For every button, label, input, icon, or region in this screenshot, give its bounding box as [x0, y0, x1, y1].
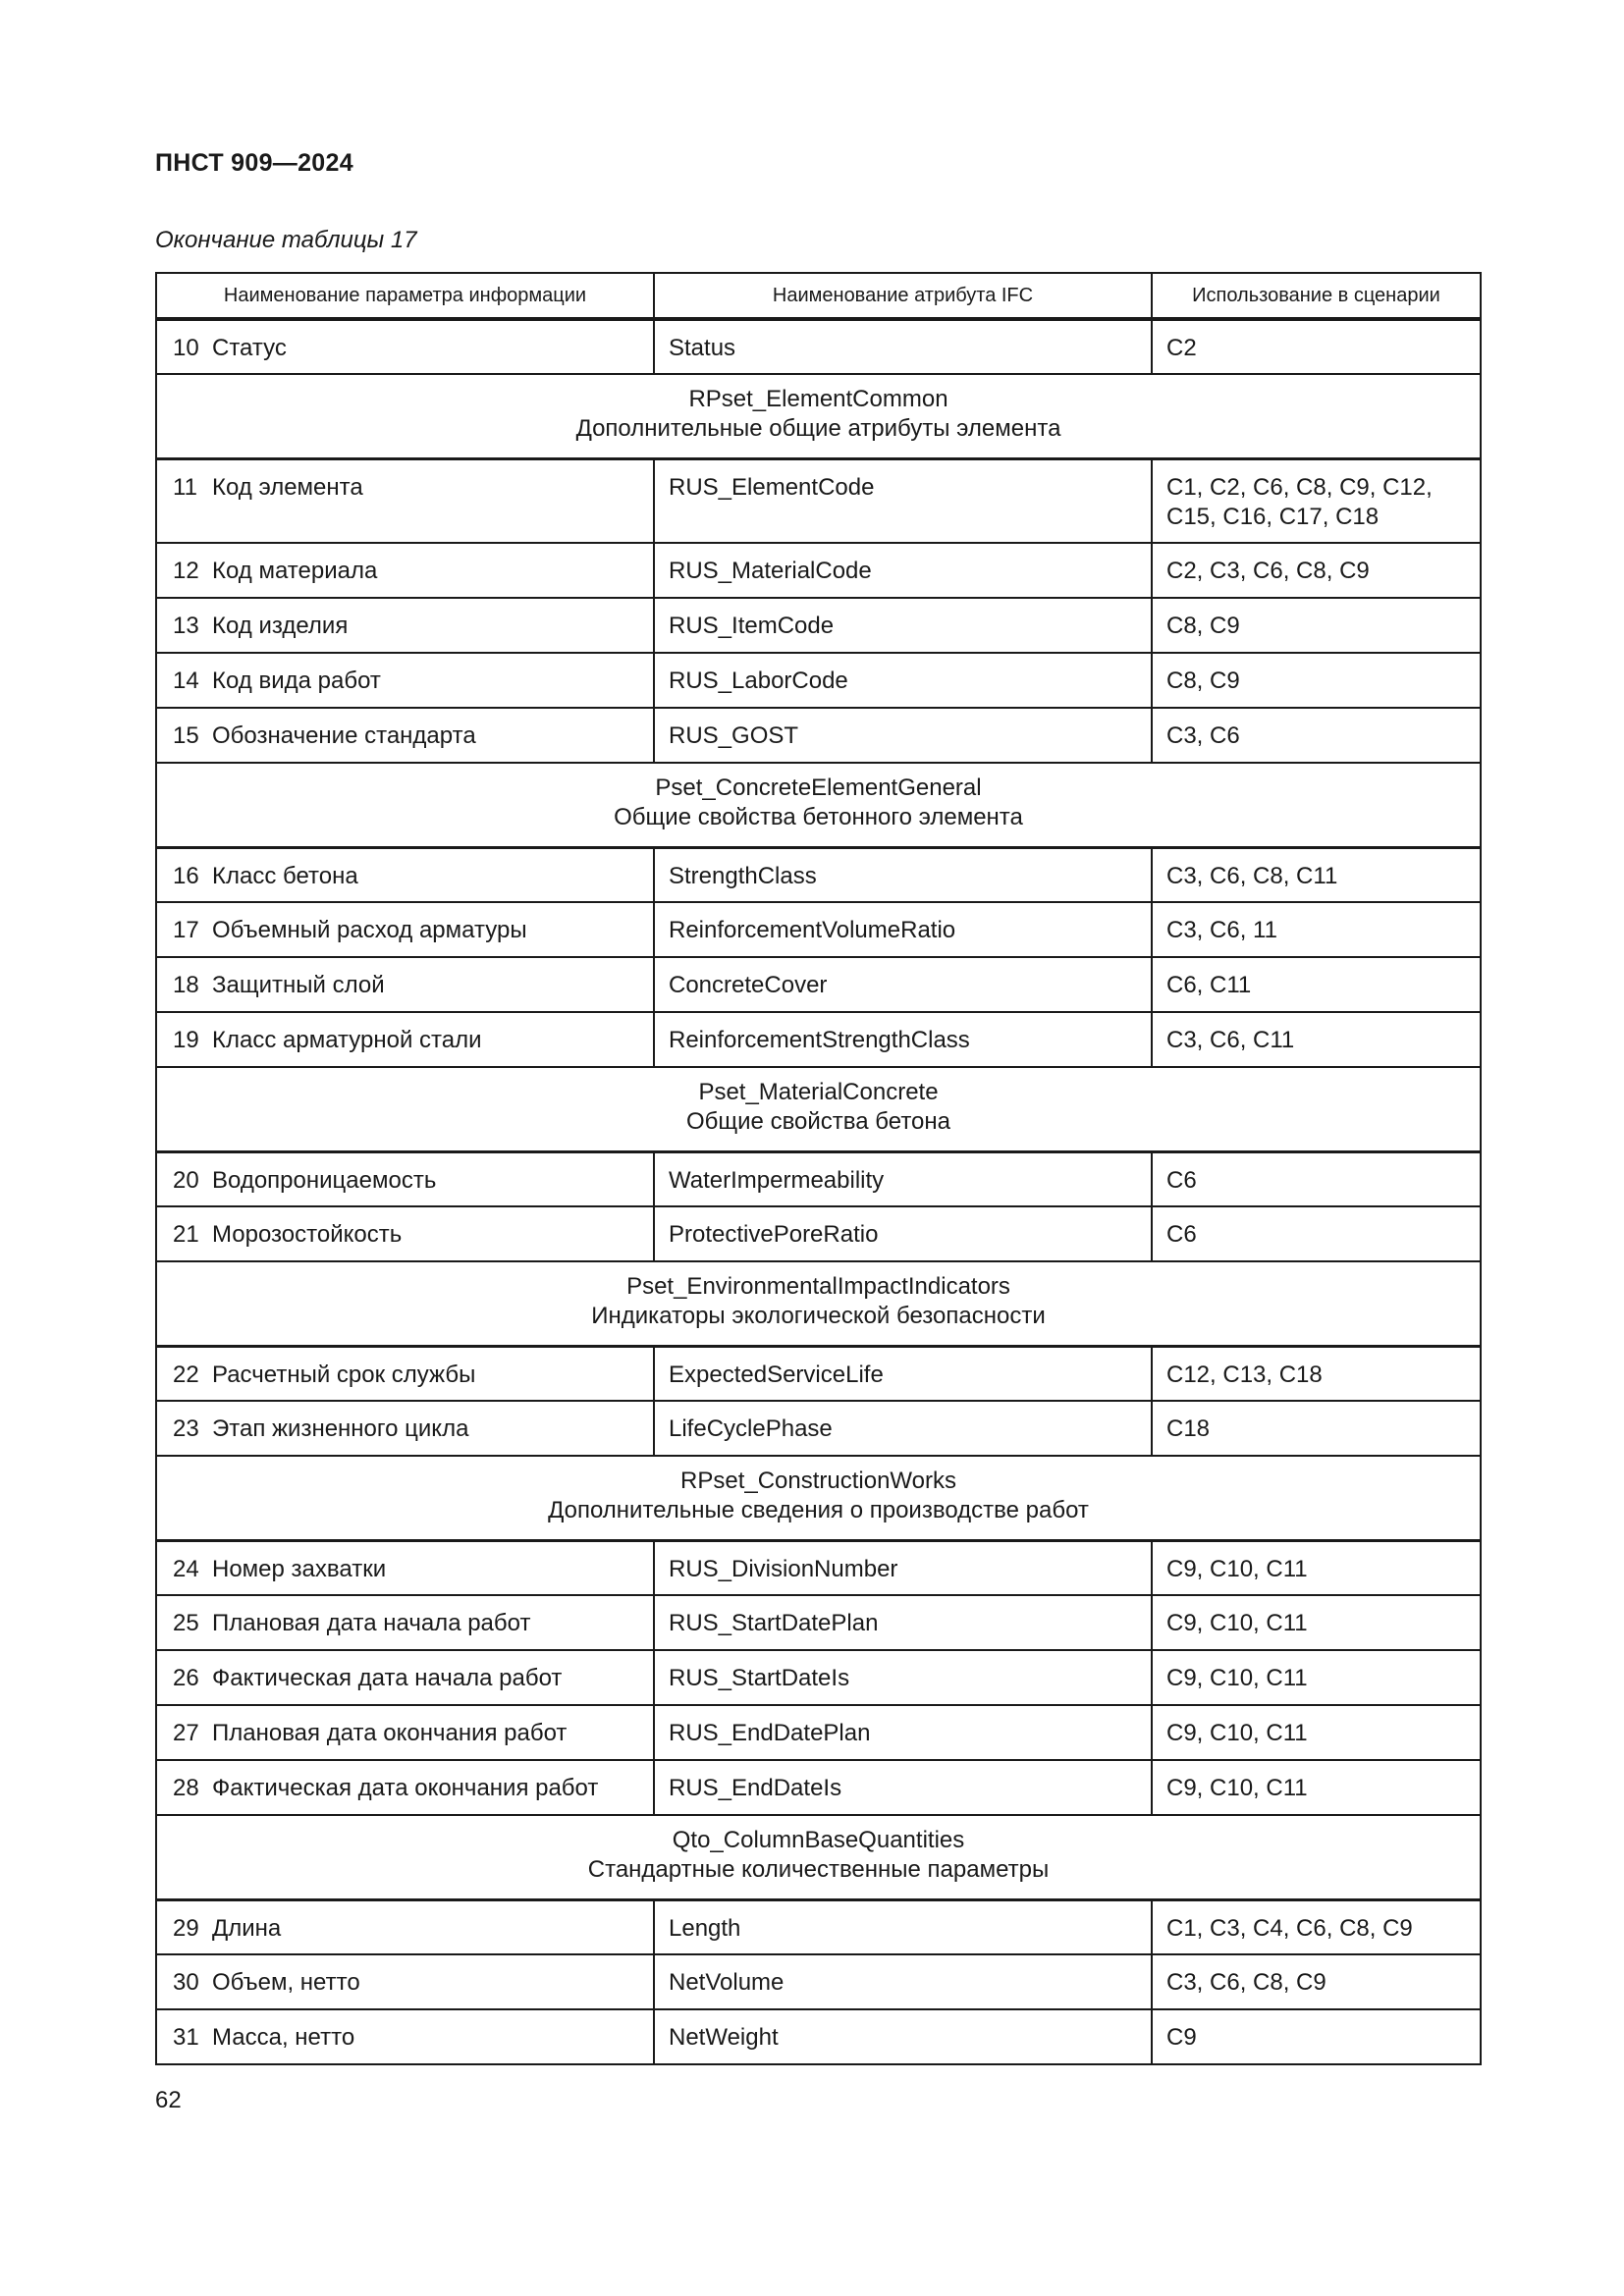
ifc-attribute-cell: RUS_GOST [654, 708, 1152, 763]
column-header-ifc-attribute: Наименование атрибута IFC [654, 273, 1152, 319]
ifc-attribute-cell: RUS_StartDateIs [654, 1650, 1152, 1705]
ifc-attribute-cell: WaterImpermeability [654, 1151, 1152, 1206]
row-number: 26 [173, 1665, 199, 1691]
table-row [156, 1760, 1481, 1815]
table-caption: Окончание таблицы 17 [155, 227, 417, 253]
scenario-usage-cell: С2 [1152, 319, 1481, 374]
table-row [156, 1012, 1481, 1067]
ifc-attribute-cell: ReinforcementStrengthClass [654, 1012, 1152, 1067]
table-row [156, 2009, 1481, 2064]
ifc-attribute-cell: RUS_EndDateIs [654, 1760, 1152, 1815]
group-heading [156, 1261, 1481, 1346]
table-row [156, 1595, 1481, 1650]
row-number: 31 [173, 2024, 199, 2051]
parameter-cell [156, 598, 654, 653]
table-row [156, 708, 1481, 763]
table-row [156, 458, 1481, 543]
parameter-name: Водопроницаемость [212, 1166, 437, 1194]
scenario-usage-cell: С9, С10, С11 [1152, 1650, 1481, 1705]
group-heading [156, 374, 1481, 458]
column-header-scenario-usage: Использование в сценарии [1152, 273, 1481, 319]
table-row [156, 319, 1481, 374]
scenario-usage-cell: С9, С10, С11 [1152, 1705, 1481, 1760]
table-row [156, 1650, 1481, 1705]
table-row [156, 1346, 1481, 1401]
row-number: 17 [173, 917, 199, 943]
parameter-name: Статус [212, 335, 287, 361]
parameter-name: Фактическая дата начала работ [212, 1665, 563, 1691]
scenario-usage-cell: С8, С9 [1152, 653, 1481, 708]
parameter-cell [156, 1595, 654, 1650]
ifc-attribute-cell: LifeCyclePhase [654, 1401, 1152, 1456]
parameter-name: Объемный расход арматуры [212, 917, 527, 943]
parameter-name: Обозначение стандарта [212, 722, 476, 749]
ifc-attribute-cell: Status [654, 319, 1152, 374]
scenario-usage-cell: С6, С11 [1152, 957, 1481, 1012]
parameter-name: Код материала [212, 558, 378, 584]
table-group-row [156, 1261, 1481, 1346]
ifc-attribute-cell: RUS_MaterialCode [654, 543, 1152, 598]
parameter-cell [156, 1760, 654, 1815]
scenario-usage-cell: С9, С10, С11 [1152, 1540, 1481, 1595]
parameter-cell [156, 1954, 654, 2009]
ifc-attribute-cell: StrengthClass [654, 847, 1152, 902]
row-number: 21 [173, 1221, 199, 1248]
group-subtitle: Дополнительные сведения о производстве работ [548, 1497, 1089, 1523]
document-code: ПНСТ 909—2024 [155, 149, 353, 177]
row-number: 19 [173, 1027, 199, 1053]
ifc-attribute-cell: RUS_StartDatePlan [654, 1595, 1152, 1650]
table-row [156, 1401, 1481, 1456]
table-row [156, 653, 1481, 708]
group-subtitle: Общие свойства бетона [685, 1108, 950, 1135]
table-row [156, 1899, 1481, 1954]
parameter-cell [156, 1899, 654, 1954]
parameter-name: Объем, нетто [212, 1969, 360, 1996]
scenario-usage-cell: С9, С10, С11 [1152, 1595, 1481, 1650]
table-group-row [156, 1456, 1481, 1540]
parameter-name: Код вида работ [212, 667, 381, 694]
table-group-row [156, 763, 1481, 847]
parameter-name: Класс бетона [212, 862, 358, 889]
table-row [156, 1705, 1481, 1760]
scenario-usage-cell: С18 [1152, 1401, 1481, 1456]
row-number: 29 [173, 1914, 199, 1942]
table-row [156, 598, 1481, 653]
scenario-usage-cell: С9, С10, С11 [1152, 1760, 1481, 1815]
row-number: 28 [173, 1775, 199, 1801]
row-number: 23 [173, 1415, 199, 1442]
ifc-attribute-cell: ConcreteCover [654, 957, 1152, 1012]
group-subtitle: Индикаторы экологической безопасности [591, 1303, 1046, 1329]
group-title: RPset_ElementCommon [688, 386, 948, 412]
parameter-name: Защитный слой [212, 972, 385, 998]
parameter-cell [156, 1012, 654, 1067]
group-heading [156, 1456, 1481, 1540]
parameter-name: Расчетный срок службы [212, 1361, 476, 1388]
ifc-attribute-cell: RUS_ElementCode [654, 458, 1152, 543]
table-row [156, 902, 1481, 957]
parameter-cell [156, 2009, 654, 2064]
ifc-attribute-cell: RUS_ItemCode [654, 598, 1152, 653]
table-group-row [156, 1067, 1481, 1151]
parameter-name: Плановая дата начала работ [212, 1610, 531, 1636]
group-title: Pset_ConcreteElementGeneral [655, 774, 982, 801]
scenario-usage-cell: С1, С2, С6, С8, С9, С12, С15, С16, С17, С18 [1152, 458, 1481, 543]
parameter-cell [156, 1401, 654, 1456]
group-title: RPset_ConstructionWorks [680, 1468, 956, 1494]
parameter-cell [156, 1346, 654, 1401]
row-number: 24 [173, 1555, 199, 1582]
group-subtitle: Дополнительные общие атрибуты элемента [575, 415, 1061, 442]
table-row [156, 1206, 1481, 1261]
table-group-row [156, 1815, 1481, 1899]
column-header-parameter: Наименование параметра информации [156, 273, 654, 319]
group-subtitle: Общие свойства бетонного элемента [614, 804, 1023, 830]
ifc-attribute-cell: ExpectedServiceLife [654, 1346, 1152, 1401]
row-number: 14 [173, 667, 199, 694]
parameter-cell [156, 653, 654, 708]
parameter-cell [156, 1650, 654, 1705]
ifc-attribute-cell: Length [654, 1899, 1152, 1954]
parameter-cell [156, 543, 654, 598]
scenario-usage-cell: С2, С3, С6, С8, С9 [1152, 543, 1481, 598]
group-subtitle: Стандартные количественные параметры [587, 1856, 1050, 1883]
parameter-cell [156, 1151, 654, 1206]
scenario-usage-cell: С3, С6, 11 [1152, 902, 1481, 957]
row-number: 10 [173, 335, 199, 361]
parameter-cell [156, 458, 654, 543]
parameter-name: Код элемента [212, 473, 363, 501]
ifc-attribute-cell: NetVolume [654, 1954, 1152, 2009]
scenario-usage-cell: С12, С13, С18 [1152, 1346, 1481, 1401]
parameter-name: Морозостойкость [212, 1221, 403, 1248]
row-number: 16 [173, 862, 199, 889]
row-number: 15 [173, 722, 199, 749]
table-row [156, 1954, 1481, 2009]
ifc-attribute-cell: ReinforcementVolumeRatio [654, 902, 1152, 957]
table-row [156, 1151, 1481, 1206]
table-row [156, 1540, 1481, 1595]
scenario-usage-cell: С6 [1152, 1206, 1481, 1261]
parameter-cell [156, 1540, 654, 1595]
parameter-cell [156, 902, 654, 957]
parameter-cell [156, 1705, 654, 1760]
parameter-name: Масса, нетто [212, 2024, 355, 2051]
parameter-name: Код изделия [212, 613, 349, 639]
parameter-cell [156, 319, 654, 374]
scenario-usage-cell: С3, С6 [1152, 708, 1481, 763]
scenario-usage-cell: С1, С3, С4, С6, С8, С9 [1152, 1899, 1481, 1954]
scenario-usage-cell: С8, С9 [1152, 598, 1481, 653]
table-row [156, 543, 1481, 598]
parameter-name: Этап жизненного цикла [212, 1415, 469, 1442]
parameter-cell [156, 1206, 654, 1261]
table-body [156, 319, 1481, 2064]
group-title: Pset_MaterialConcrete [698, 1079, 939, 1105]
scenario-usage-cell: С3, С6, С11 [1152, 1012, 1481, 1067]
parameter-name: Номер захватки [212, 1555, 387, 1582]
table-row [156, 847, 1481, 902]
parameter-name: Плановая дата окончания работ [212, 1720, 568, 1746]
parameter-cell [156, 957, 654, 1012]
row-number: 20 [173, 1166, 199, 1194]
row-number: 18 [173, 972, 199, 998]
parameter-cell [156, 708, 654, 763]
parameters-table [155, 272, 1482, 2065]
ifc-attribute-cell: NetWeight [654, 2009, 1152, 2064]
row-number: 27 [173, 1720, 199, 1746]
row-number: 22 [173, 1361, 199, 1388]
scenario-usage-cell: С9 [1152, 2009, 1481, 2064]
scenario-usage-cell: С3, С6, С8, С11 [1152, 847, 1481, 902]
ifc-attribute-cell: RUS_DivisionNumber [654, 1540, 1152, 1595]
table-group-row [156, 374, 1481, 458]
parameter-cell [156, 847, 654, 902]
parameter-name: Длина [212, 1914, 282, 1942]
ifc-attribute-cell: RUS_LaborCode [654, 653, 1152, 708]
group-heading [156, 763, 1481, 847]
row-number: 25 [173, 1610, 199, 1636]
ifc-attribute-cell: RUS_EndDatePlan [654, 1705, 1152, 1760]
row-number: 12 [173, 558, 199, 584]
row-number: 30 [173, 1969, 199, 1996]
table-header-row [156, 273, 1481, 319]
parameter-name: Фактическая дата окончания работ [212, 1775, 599, 1801]
ifc-attribute-cell: ProtectivePoreRatio [654, 1206, 1152, 1261]
scenario-usage-cell: С6 [1152, 1151, 1481, 1206]
group-heading [156, 1067, 1481, 1151]
group-heading [156, 1815, 1481, 1899]
scenario-usage-cell: С3, С6, С8, С9 [1152, 1954, 1481, 2009]
row-number: 13 [173, 613, 199, 639]
parameter-name: Класс арматурной стали [212, 1027, 482, 1053]
group-title: Pset_EnvironmentalImpactIndicators [626, 1273, 1010, 1300]
group-title: Qto_ColumnBaseQuantities [672, 1827, 965, 1853]
page-number: 62 [155, 2087, 182, 2113]
row-number: 11 [173, 473, 197, 501]
table-row [156, 957, 1481, 1012]
